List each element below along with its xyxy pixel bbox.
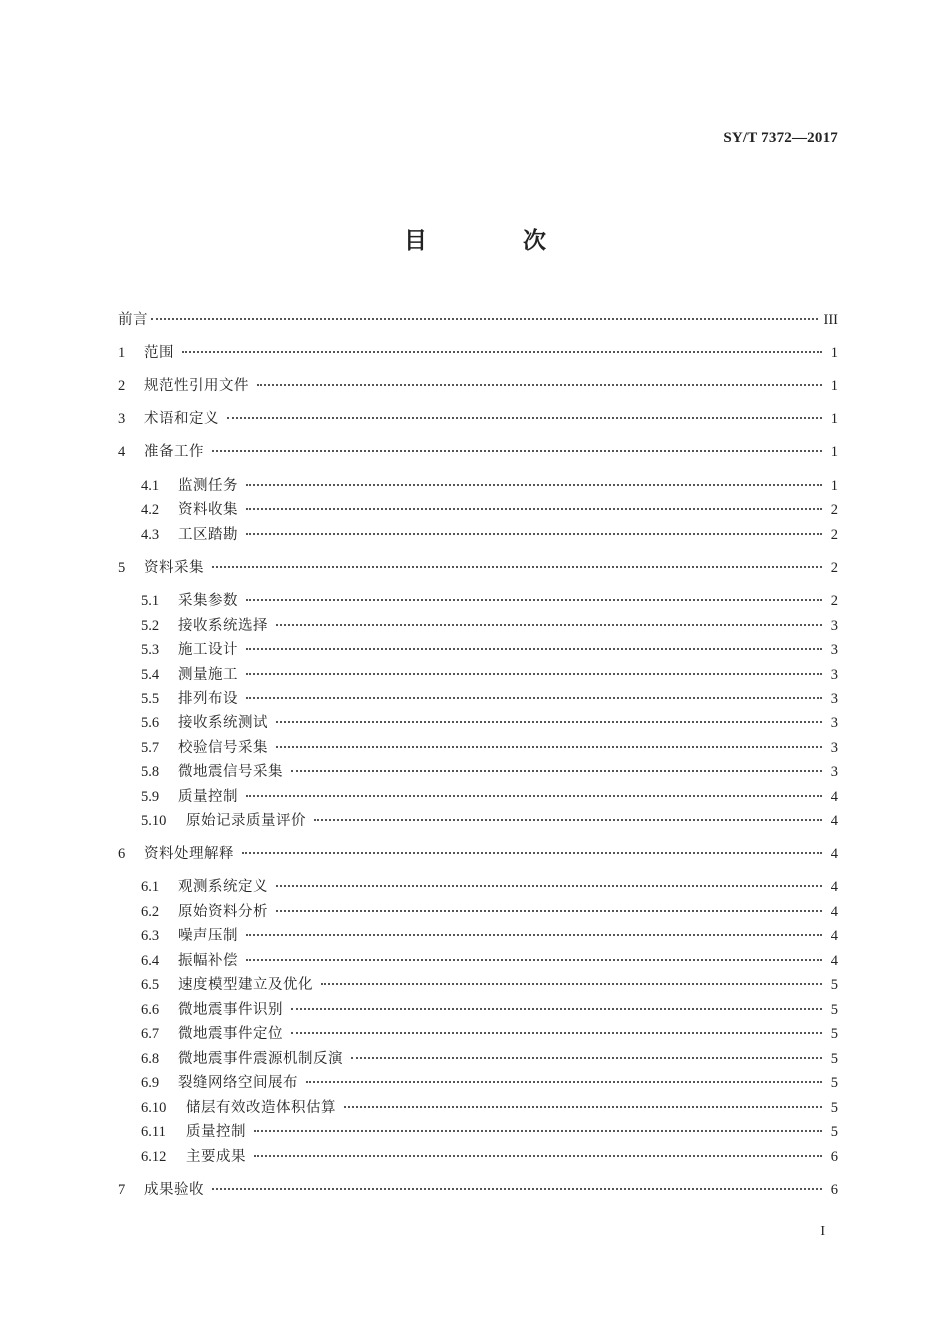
toc-entry-number: 5.3 — [141, 642, 160, 658]
toc-entry[interactable] — [118, 408, 838, 430]
standard-code: SY/T 7372—2017 — [723, 130, 838, 146]
toc-entry-label: 微地震事件识别 — [178, 1002, 283, 1018]
toc-entry[interactable] — [141, 876, 838, 898]
toc-leader-dots — [246, 673, 822, 675]
toc-leader-dots — [276, 746, 822, 748]
toc-entry[interactable] — [118, 441, 838, 463]
toc-entry-number: 6.9 — [141, 1075, 160, 1091]
toc-entry-page: 6 — [830, 1182, 838, 1198]
toc-entry-number: 6.11 — [141, 1124, 166, 1140]
toc-entry-page: 3 — [830, 764, 838, 780]
toc-entry[interactable] — [141, 1121, 838, 1143]
toc-leader-dots — [246, 599, 822, 601]
toc-entry-label: 微地震信号采集 — [178, 764, 283, 780]
toc-leader-dots — [276, 721, 822, 723]
toc-entry-label: 资料收集 — [178, 502, 238, 518]
toc-entry[interactable] — [141, 737, 838, 759]
toc-entry[interactable] — [141, 925, 838, 947]
toc-entry-page: 3 — [830, 642, 838, 658]
toc-entry-page: 5 — [830, 1002, 838, 1018]
toc-entry-page: 3 — [830, 667, 838, 683]
toc-entry-label: 裂缝网络空间展布 — [178, 1075, 298, 1091]
toc-entry-number: 4.3 — [141, 527, 160, 543]
toc-entry-page: 1 — [830, 411, 838, 427]
toc-entry-label: 微地震事件定位 — [178, 1026, 283, 1042]
toc-entry-number: 6.4 — [141, 953, 160, 969]
toc-entry-number: 6.12 — [141, 1149, 167, 1165]
toc-entry-label: 前言 — [118, 312, 148, 328]
toc-entry-label: 原始记录质量评价 — [186, 813, 306, 829]
toc-leader-dots — [291, 770, 822, 772]
toc-leader-dots — [246, 533, 822, 535]
toc-entry-number: 5 — [118, 560, 126, 576]
toc-entry-page: 2 — [830, 593, 838, 609]
toc-entry-number: 6.3 — [141, 928, 160, 944]
toc-entry-number: 5.7 — [141, 740, 160, 756]
toc-entry-label: 观测系统定义 — [178, 879, 268, 895]
toc-leader-dots — [276, 910, 822, 912]
toc-entry-number: 4 — [118, 444, 126, 460]
toc-leader-dots — [212, 1188, 822, 1190]
toc-entry-number: 6.1 — [141, 879, 160, 895]
toc-entry[interactable] — [141, 712, 838, 734]
toc-entry-page: 5 — [830, 977, 838, 993]
toc-entry-number: 1 — [118, 345, 126, 361]
toc-entry[interactable] — [141, 639, 838, 661]
toc-entry-label: 储层有效改造体积估算 — [186, 1100, 336, 1116]
toc-entry[interactable] — [141, 901, 838, 923]
toc-entry-page: 1 — [830, 378, 838, 394]
toc-entry-number: 6.10 — [141, 1100, 167, 1116]
toc-entry-label: 规范性引用文件 — [144, 378, 249, 394]
toc-entry[interactable] — [141, 688, 838, 710]
toc-entry-number: 5.1 — [141, 593, 160, 609]
toc-entry-page: 3 — [830, 715, 838, 731]
toc-entry-number: 6 — [118, 846, 126, 862]
toc-entry-label: 成果验收 — [144, 1182, 204, 1198]
toc-entry[interactable] — [141, 810, 838, 832]
toc-entry-label: 施工设计 — [178, 642, 238, 658]
toc-entry-label: 振幅补偿 — [178, 953, 238, 969]
toc-leader-dots — [276, 885, 822, 887]
toc-entry-page: 5 — [830, 1075, 838, 1091]
toc-entry-label: 工区踏勘 — [178, 527, 238, 543]
toc-entry[interactable] — [118, 342, 838, 364]
toc-leader-dots — [291, 1032, 822, 1034]
toc-entry-page: 2 — [830, 560, 838, 576]
toc-entry-label: 监测任务 — [178, 478, 238, 494]
toc-entry[interactable] — [141, 1146, 838, 1168]
toc-leader-dots — [321, 983, 822, 985]
toc-entry-label: 微地震事件震源机制反演 — [178, 1051, 343, 1067]
toc-entry-page: 4 — [830, 789, 838, 805]
toc-leader-dots — [306, 1081, 822, 1083]
toc-entry[interactable] — [118, 557, 838, 579]
toc-entry-page: 4 — [830, 904, 838, 920]
toc-entry-page: 3 — [830, 691, 838, 707]
toc-entry[interactable] — [141, 761, 838, 783]
toc-entry[interactable] — [141, 499, 838, 521]
toc-entry[interactable] — [141, 1048, 838, 1070]
toc-leader-dots — [291, 1008, 822, 1010]
toc-entry-label: 测量施工 — [178, 667, 238, 683]
toc-entry-number: 2 — [118, 378, 126, 394]
toc-entry[interactable] — [118, 843, 838, 865]
toc-leader-dots — [246, 934, 822, 936]
toc-leader-dots — [351, 1057, 822, 1059]
toc-entry-number: 5.4 — [141, 667, 160, 683]
toc-entry-label: 主要成果 — [186, 1149, 246, 1165]
toc-entry[interactable] — [141, 475, 838, 497]
toc-entry-label: 接收系统测试 — [178, 715, 268, 731]
toc-entry[interactable] — [141, 615, 838, 637]
toc-entry-page: 4 — [830, 813, 838, 829]
toc-entry-page: III — [823, 312, 838, 328]
toc-entry-page: 5 — [830, 1124, 838, 1140]
toc-entry-number: 4.1 — [141, 478, 160, 494]
toc-entry-label: 原始资料分析 — [178, 904, 268, 920]
toc-entry-page: 1 — [830, 478, 838, 494]
toc-entry-number: 5.5 — [141, 691, 160, 707]
toc-leader-dots — [246, 508, 822, 510]
toc-entry-number: 6.7 — [141, 1026, 160, 1042]
toc-entry[interactable] — [141, 590, 838, 612]
toc-entry-number: 4.2 — [141, 502, 160, 518]
toc-entry[interactable] — [141, 999, 838, 1021]
toc-leader-dots — [246, 648, 822, 650]
toc-leader-dots — [246, 484, 822, 486]
toc-entry-page: 4 — [830, 953, 838, 969]
toc-entry-page: 4 — [830, 928, 838, 944]
toc-leader-dots — [182, 351, 822, 353]
toc-entry-number: 5.2 — [141, 618, 160, 634]
toc-entry-page: 2 — [830, 502, 838, 518]
toc-leader-dots — [254, 1130, 822, 1132]
toc-entry[interactable] — [141, 786, 838, 808]
toc-leader-dots — [344, 1106, 822, 1108]
toc-leader-dots — [246, 697, 822, 699]
toc-entry-page: 5 — [830, 1051, 838, 1067]
toc-leader-dots — [242, 852, 822, 854]
toc-entry-number: 7 — [118, 1182, 126, 1198]
toc-leader-dots — [227, 417, 822, 419]
toc-entry[interactable] — [141, 1072, 838, 1094]
toc-leader-dots — [212, 566, 822, 568]
footer-page-number: I — [820, 1224, 825, 1239]
toc-entry-number: 6.6 — [141, 1002, 160, 1018]
toc-entry-label: 采集参数 — [178, 593, 238, 609]
toc-entry[interactable] — [141, 950, 838, 972]
toc-entry-label: 噪声压制 — [178, 928, 238, 944]
toc-leader-dots — [276, 624, 822, 626]
toc-entry-page: 1 — [830, 444, 838, 460]
toc-entry-label: 质量控制 — [178, 789, 238, 805]
toc-entry-number: 6.2 — [141, 904, 160, 920]
toc-entry-page: 2 — [830, 527, 838, 543]
toc-leader-dots — [254, 1155, 822, 1157]
toc-entry-number: 5.6 — [141, 715, 160, 731]
toc-leader-dots — [246, 795, 822, 797]
toc-leader-dots — [246, 959, 822, 961]
toc-leader-dots — [212, 450, 822, 452]
toc-entry-label: 质量控制 — [186, 1124, 246, 1140]
toc-entry-page: 5 — [830, 1100, 838, 1116]
toc-leader-dots — [257, 384, 822, 386]
toc-entry-label: 范围 — [144, 345, 174, 361]
toc-entry[interactable] — [118, 375, 838, 397]
toc-entry-number: 5.9 — [141, 789, 160, 805]
toc-entry-number: 3 — [118, 411, 126, 427]
toc-entry-label: 资料处理解释 — [144, 846, 234, 862]
toc-entry[interactable] — [118, 1179, 838, 1201]
toc-entry[interactable] — [141, 1023, 838, 1045]
toc-entry-page: 1 — [830, 345, 838, 361]
toc-entry[interactable] — [141, 524, 838, 546]
toc-leader-dots — [314, 819, 822, 821]
toc-entry[interactable] — [118, 309, 838, 331]
toc-entry-number: 5.10 — [141, 813, 167, 829]
toc-entry[interactable] — [141, 974, 838, 996]
toc-entry-page: 6 — [830, 1149, 838, 1165]
page-title: 目 次 — [403, 228, 590, 254]
toc-entry-page: 3 — [830, 740, 838, 756]
toc-entry[interactable] — [141, 1097, 838, 1119]
toc-entry-label: 接收系统选择 — [178, 618, 268, 634]
toc-entry[interactable] — [141, 664, 838, 686]
toc-entry-page: 5 — [830, 1026, 838, 1042]
table-of-contents — [118, 0, 838, 1344]
toc-entry-label: 校验信号采集 — [178, 740, 268, 756]
toc-leader-dots — [151, 318, 818, 320]
toc-entry-number: 6.8 — [141, 1051, 160, 1067]
toc-entry-page: 4 — [830, 846, 838, 862]
toc-entry-page: 3 — [830, 618, 838, 634]
toc-entry-label: 速度模型建立及优化 — [178, 977, 313, 993]
toc-entry-label: 术语和定义 — [144, 411, 219, 427]
toc-entry-label: 准备工作 — [144, 444, 204, 460]
toc-entry-label: 资料采集 — [144, 560, 204, 576]
toc-entry-page: 4 — [830, 879, 838, 895]
toc-entry-number: 6.5 — [141, 977, 160, 993]
toc-entry-number: 5.8 — [141, 764, 160, 780]
toc-entry-label: 排列布设 — [178, 691, 238, 707]
